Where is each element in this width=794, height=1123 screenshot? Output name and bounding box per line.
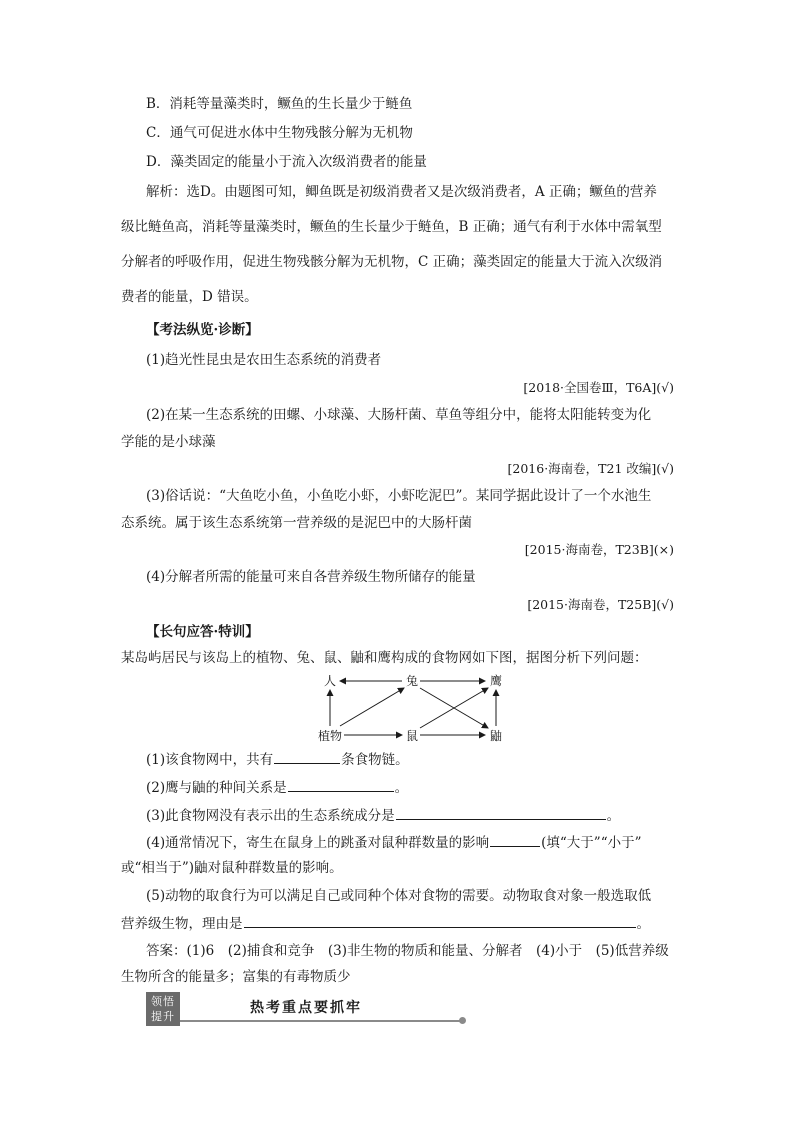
node-weasel: 鼬	[490, 729, 503, 743]
answer-blank-4[interactable]	[490, 832, 540, 847]
analysis-line-2: 级比鲢鱼高，消耗等量藻类时，鳜鱼的生长量少于鲢鱼，B 正确；通气有利于水体中需氧型	[121, 219, 662, 235]
practice-q4-line-1	[146, 832, 642, 853]
practice-q2-prefix: (2)鹰与鼬的种间关系是	[146, 780, 287, 796]
answer-blank-5[interactable]	[244, 913, 636, 928]
review-q3-line-2: 态系统。属于该生态系统第一营养级的是泥巴中的大肠杆菌	[121, 515, 472, 531]
practice-q1	[146, 749, 409, 770]
section-title-practice: 【长句应答·特训】	[146, 624, 259, 640]
analysis-line-1: 解析：选D。由题图可知，鲫鱼既是初级消费者又是次级消费者，A 正确；鳜鱼的营养	[146, 184, 657, 200]
practice-q5-suffix: 。	[636, 916, 650, 932]
arrow-plant-rabbit	[340, 688, 404, 726]
banner-badge-top: 领悟	[151, 995, 175, 1008]
analysis-line-3: 分解者的呼吸作用，促进生物残骸分解为无机物，C 正确；藻类固定的能量大于流入次级消	[121, 254, 663, 270]
practice-q4-line-2: 或“相当于”)鼬对鼠种群数量的影响。	[121, 860, 343, 876]
review-q2-line-1: (2)在某一生态系统的田螺、小球藻、大肠杆菌、草鱼等组分中，能将太阳能转变为化	[146, 407, 652, 423]
node-human: 人	[324, 674, 337, 688]
section-title-review: 【考法纵览·诊断】	[146, 322, 259, 338]
option-c: C．通气可促进水体中生物残骸分解为无机物	[146, 125, 413, 141]
practice-q1-prefix: (1)该食物网中，共有	[146, 752, 274, 768]
section-banner	[146, 992, 468, 1026]
practice-q3-suffix: 。	[606, 808, 621, 824]
node-mouse: 鼠	[406, 729, 419, 743]
answer-blank-3[interactable]	[396, 805, 606, 820]
banner-rule	[180, 1020, 462, 1022]
practice-q5-prefix: 营养级生物，理由是	[121, 916, 243, 932]
practice-q4-prefix: (4)通常情况下，寄生在鼠身上的跳蚤对鼠种群数量的影响	[146, 835, 490, 851]
review-q3-ref: [2015·海南卷，T23B](×)	[524, 542, 674, 557]
banner-badge	[146, 992, 180, 1026]
answer-blank-2[interactable]	[288, 777, 394, 792]
banner-dot	[459, 1017, 466, 1024]
practice-q5-line-2	[121, 913, 650, 934]
node-plant: 植物	[318, 729, 343, 743]
practice-q5-line-1: (5)动物的取食行为可以满足自己或同种个体对食物的需要。动物取食对象一般选取低	[146, 888, 652, 904]
node-rabbit: 兔	[406, 674, 419, 688]
answer-blank-1[interactable]	[274, 749, 340, 764]
banner-title: 热考重点要抓牢	[250, 1000, 362, 1016]
banner-badge-bottom: 提升	[151, 1010, 175, 1023]
review-q2-line-2: 学能的是小球藻	[121, 434, 216, 450]
review-q4: (4)分解者所需的能量可来自各营养级生物所储存的能量	[146, 569, 476, 585]
practice-q4-hint: (填“大于”“小于”	[541, 835, 642, 851]
answer-line-2: 生物所含的能量多；富集的有毒物质少	[121, 969, 351, 985]
practice-q2-suffix: 。	[394, 780, 409, 796]
review-q4-ref: [2015·海南卷，T25B](√)	[527, 597, 674, 612]
food-web-diagram	[310, 668, 520, 746]
review-q2-ref: [2016·海南卷，T21 改编](√)	[507, 461, 674, 476]
analysis-line-4: 费者的能量，D 错误。	[121, 289, 258, 305]
practice-q3-prefix: (3)此食物网没有表示出的生态系统成分是	[146, 808, 395, 824]
option-b: B．消耗等量藻类时，鳜鱼的生长量少于鲢鱼	[146, 96, 413, 112]
practice-q3	[146, 805, 620, 826]
practice-intro: 某岛屿居民与该岛上的植物、兔、鼠、鼬和鹰构成的食物网如下图，据图分析下列问题：	[121, 650, 648, 666]
answer-line-1: 答案：(1)6 (2)捕食和竞争 (3)非生物的物质和能量、分解者 (4)小于 (5)低营养级	[146, 943, 669, 959]
node-eagle: 鹰	[490, 674, 503, 688]
practice-q1-suffix: 条食物链。	[341, 752, 409, 768]
review-q1-ref: [2018·全国卷Ⅲ，T6A](√)	[523, 380, 674, 395]
practice-q2	[146, 777, 408, 798]
review-q3-line-1: (3)俗话说：“大鱼吃小鱼，小鱼吃小虾，小虾吃泥巴”。某同学据此设计了一个水池生	[146, 488, 652, 504]
option-d: D．藻类固定的能量小于流入次级消费者的能量	[146, 154, 427, 170]
review-q1: (1)趋光性昆虫是农田生态系统的消费者	[146, 352, 382, 368]
